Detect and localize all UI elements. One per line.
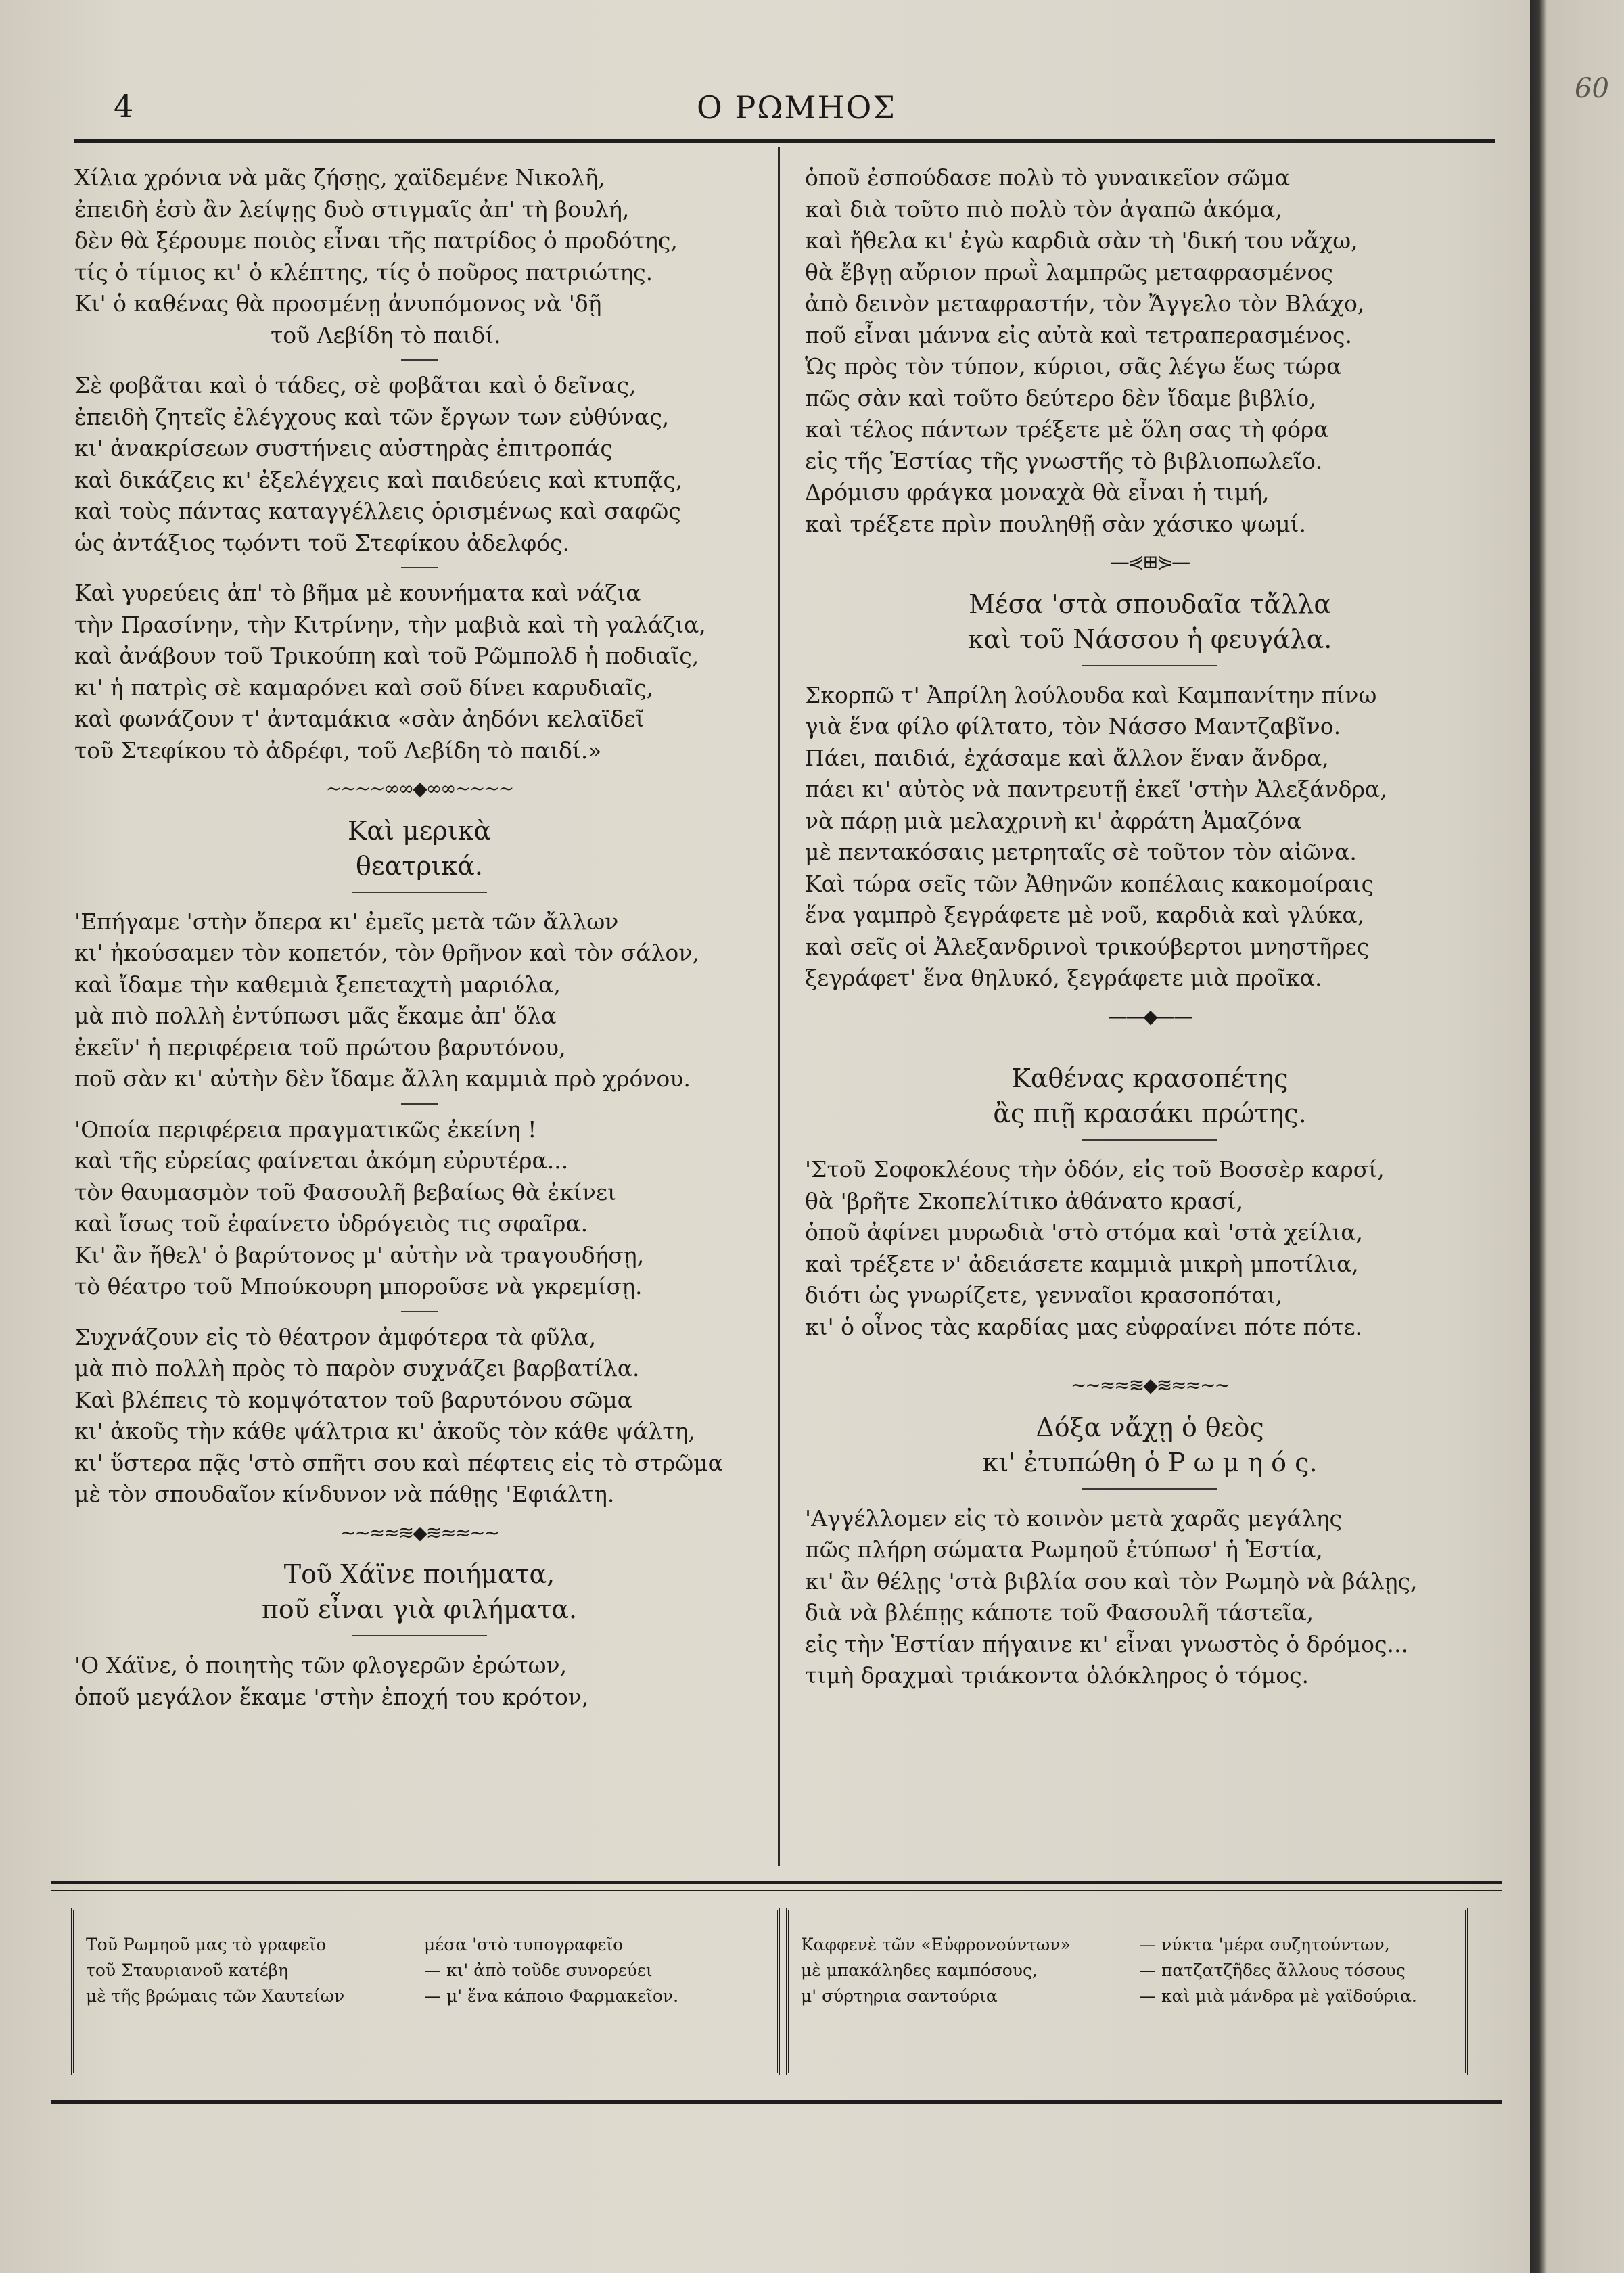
verse-line: διότι ὡς γνωρίζετε, γενναῖοι κρασοπόται, <box>805 1282 1283 1308</box>
verse-line: εἰς τῆς Ἑστίας τῆς γνωστῆς τὸ βιβλιοπωλεῖο. <box>805 447 1323 474</box>
verse-line: μὲ τὸν σπουδαῖον κίνδυνον νὰ πάθῃς 'Εφιάλτη. <box>74 1481 615 1507</box>
verse-line: κι' ἂν θέλῃς 'στὰ βιβλία σου καὶ τὸν Ρωμηὸ νὰ βάλῃς, <box>805 1567 1418 1594</box>
poem-stanza <box>74 162 764 351</box>
verse-line: εἰς τὴν Ἑστίαν πήγαινε κι' εἶναι γνωστὸς ὁ δρόμος... <box>805 1630 1408 1657</box>
footer-text: μ' σύρτηρια σαντούρια <box>801 1986 998 2006</box>
verse-line: θὰ ἔβγῃ αὔριον πρωῒ λαμπρῶς μεταφρασμένος <box>805 258 1333 285</box>
verse-line: Καὶ βλέπεις τὸ κομψότατον τοῦ βαρυτόνου σῶμα <box>74 1386 632 1413</box>
footer-notice-right <box>786 1908 1468 2075</box>
verse-line: κι' ὕστερα πᾷς 'στὸ σπῆτι σου καὶ πέφτεις εἰς τὸ στρῶμα <box>74 1449 723 1476</box>
poem-stanza <box>74 1114 764 1303</box>
verse-line: Δρόμισυ φράγκα μοναχὰ θὰ εἶναι ἡ τιμή, <box>805 479 1270 505</box>
poem-stanza <box>74 578 764 766</box>
verse-line: μὲ πεντακόσαις μετρηταῖς σὲ τοῦτον τὸν αἰῶνα. <box>805 839 1357 865</box>
verse-line: κι' ἀκοῦς τὴν κάθε ψάλτρια κι' ἀκοῦς τὸν κάθε ψάλτη, <box>74 1418 695 1444</box>
verse-line: Σκορπῶ τ' Ἀπρίλη λούλουδα καὶ Καμπανίτην πίνω <box>805 681 1377 708</box>
stanza-separator <box>401 567 438 568</box>
footer-line <box>801 1958 1417 1983</box>
poem-stanza <box>805 680 1495 994</box>
verse-line: καὶ σεῖς οἱ Ἀλεξανδρινοὶ τρικούβερτοι μνηστῆρες <box>805 933 1370 960</box>
heading-rule <box>352 1635 487 1636</box>
ornament-divider: ~~≈≈≋◆≋≈≈~~ <box>1070 1374 1230 1396</box>
column-divider <box>778 147 780 1866</box>
verse-line: 'Επήγαμε 'στὴν ὄπερα κι' ἐμεῖς μετὰ τῶν ἄλλων <box>74 908 619 935</box>
footer-line <box>86 1983 678 2009</box>
poem-stanza <box>74 1322 764 1511</box>
footer-rule <box>51 1881 1502 1884</box>
verse-line: ἕνα γαμπρὸ ξεγράφετε μὲ νοῦ, καρδιὰ καὶ γλύκα, <box>805 902 1365 928</box>
verse-line: ὁποῦ ἀφίνει μυρωδιὰ 'στὸ στόμα καὶ 'στὰ χείλια, <box>805 1219 1363 1245</box>
verse-line: καὶ ἀνάβουν τοῦ Τρικούπη καὶ τοῦ Ρῶμπολδ ἡ ποδιαῖς, <box>74 643 699 669</box>
verse-line: κι' ἡ πατρὶς σὲ καμαρόνει καὶ σοῦ δίνει καρυδιαῖς, <box>74 674 654 701</box>
stanza-separator <box>401 1103 438 1105</box>
verse-line: καὶ τῆς εὐρείας φαίνεται ἀκόμη εὐρυτέρα... <box>74 1147 569 1174</box>
footer-text: Καφφενὲ τῶν «Εὐφρονούντων» <box>801 1935 1071 1954</box>
footer-line <box>801 1983 1417 2009</box>
verse-line: 'Ο Χάϊνε, ὁ ποιητὴς τῶν φλογερῶν ἐρώτων, <box>74 1652 567 1678</box>
ornament-divider: —⋞⊞⋟— <box>1110 551 1190 573</box>
verse-line: μὰ πιὸ πολλὴ πρὸς τὸ παρὸν συχνάζει βαρβατίλα. <box>74 1355 640 1381</box>
verse-line: 'Οποία περιφέρεια πραγματικῶς ἐκείνη ! <box>74 1116 537 1143</box>
ornament-divider: ——◆—— <box>1108 1005 1192 1028</box>
verse-line: καὶ διὰ τοῦτο πιὸ πολὺ τὸν ἀγαπῶ ἀκόμα, <box>805 196 1282 223</box>
footer-line <box>86 1932 678 1958</box>
ornament-divider: ~~≈≈≋◆≋≈≈~~ <box>340 1521 499 1544</box>
section-heading: θεατρικά. <box>356 850 483 881</box>
heading-rule <box>352 892 487 893</box>
verse-line: Πάει, παιδιά, ἐχάσαμε καὶ ἄλλον ἕναν ἄνδρα, <box>805 744 1329 771</box>
ornament-divider: ~~~~∞∞◆∞∞~~~~ <box>325 777 513 800</box>
verse-line: μὰ πιὸ πολλὴ ἐντύπωσι μᾶς ἔκαμε ἀπ' ὅλα <box>74 1003 557 1029</box>
verse-line: ἀπὸ δεινὸν μεταφραστήν, τὸν Ἄγγελο τὸν Βλάχο, <box>805 290 1365 317</box>
section-heading: κι' ἐτυπώθη ὁ Ρ ω μ η ό ς. <box>982 1447 1318 1477</box>
footer-text: μὲ μπακάληδες καμπόσους, <box>801 1960 1038 1980</box>
left-column <box>74 162 764 1713</box>
verse-line: Κι' ἂν ἤθελ' ὁ βαρύτονος μ' αὐτὴν νὰ τραγουδήσῃ, <box>74 1241 645 1268</box>
verse-line: διὰ νὰ βλέπῃς κάποτε τοῦ Φασουλῆ τάστεῖα, <box>805 1599 1314 1626</box>
stanza-separator <box>401 1311 438 1312</box>
verse-line: ὁποῦ μεγάλον ἔκαμε 'στὴν ἐποχή του κρότον, <box>74 1683 589 1710</box>
verse-line: τὴν Πρασίνην, τὴν Κιτρίνην, τὴν μαβιὰ καὶ τὴ γαλάζια, <box>74 611 706 638</box>
footer-rule <box>51 1890 1502 1891</box>
section-heading: καὶ τοῦ Νάσσου ἡ φευγάλα. <box>967 624 1332 654</box>
section-heading: Καὶ μερικὰ <box>347 815 492 846</box>
header-rule <box>74 139 1495 143</box>
verse-line: δὲν θὰ ξέρουμε ποιὸς εἶναι τῆς πατρίδος ὁ προδότης, <box>74 227 678 254</box>
verse-line: πάει κι' αὐτὸς νὰ παντρευτῇ ἐκεῖ 'στὴν Ἀλεξάνδρα, <box>805 776 1387 802</box>
poem-stanza <box>805 1503 1495 1692</box>
verse-line: Χίλια χρόνια νὰ μᾶς ζήσῃς, χαϊδεμένε Νικολῆ, <box>74 164 605 191</box>
page-number: 4 <box>114 88 134 124</box>
heading-rule <box>1082 665 1217 666</box>
verse-line: καὶ τέλος πάντων τρέξετε μὲ ὅλη σας τὴ φόρα <box>805 416 1329 442</box>
verse-line: καὶ φωνάζουν τ' ἀνταμάκια «σὰν ἀηδόνι κελαϊδεῖ <box>74 706 645 732</box>
spacer <box>805 1343 1495 1363</box>
footer-text: μέσα 'στὸ τυπογραφεῖο <box>424 1935 624 1954</box>
heading-rule <box>1082 1139 1217 1141</box>
spacer <box>805 1040 1495 1061</box>
footer-text: — νύκτα 'μέρα συζητούντων, <box>1139 1935 1390 1954</box>
verse-line: πῶς σὰν καὶ τοῦτο δεύτερο δὲν ἴδαμε βιβλίο, <box>805 384 1316 411</box>
verse-line: Κι' ὁ καθένας θὰ προσμένῃ ἀνυπόμονος νὰ 'δῇ <box>74 290 602 317</box>
verse-line: καὶ δικάζεις κι' ἐξελέγχεις καὶ παιδεύεις καὶ κτυπᾷς, <box>74 466 683 493</box>
verse-line: Καὶ τώρα σεῖς τῶν Ἀθηνῶν κοπέλαις κακομοίραις <box>805 870 1374 897</box>
footer-text: — καὶ μιὰ μάνδρα μὲ γαϊδούρια. <box>1139 1986 1417 2006</box>
verse-line: ποῦ σὰν κι' αὐτὴν δὲν ἴδαμε ἄλλη καμμιὰ πρὸ χρόνου. <box>74 1065 691 1092</box>
verse-line: ἐκεῖν' ἡ περιφέρεια τοῦ πρώτου βαρυτόνου, <box>74 1034 566 1061</box>
verse-line: γιὰ ἕνα φίλο φίλτατο, τὸν Νάσσο Μαντζαβῖνο. <box>805 713 1341 739</box>
footer-notice-left <box>71 1908 780 2075</box>
footer-text: μὲ τῆς βρώμαις τῶν Χαυτείων <box>86 1986 345 2006</box>
footer-rule <box>51 2100 1502 2104</box>
verse-line: τοῦ Λεβίδη τὸ παιδί. <box>271 321 501 348</box>
heading-rule <box>1082 1488 1217 1490</box>
footer-text: τοῦ Σταυριανοῦ κατέβη <box>86 1960 289 1980</box>
footer-line <box>86 1958 678 1983</box>
verse-line: ἐπειδὴ ἐσὺ ἂν λείψῃς δυὸ στιγμαῖς ἀπ' τὴ βουλή, <box>74 196 630 223</box>
verse-line: τὸ θέατρο τοῦ Μπούκουρη μποροῦσε νὰ γκρεμίσῃ. <box>74 1273 643 1300</box>
verse-line: κι' ὁ οἶνος τὰς καρδίας μας εὐφραίνει πότε πότε. <box>805 1313 1363 1340</box>
verse-line: πῶς πλήρη σώματα Ρωμηοῦ ἐτύπωσ' ἡ Ἑστία, <box>805 1536 1323 1563</box>
verse-line: ὁποῦ ἐσπούδασε πολὺ τὸ γυναικεῖον σῶμα <box>805 164 1291 191</box>
section-heading: Δόξα νἄχῃ ὁ θεὸς <box>1036 1412 1264 1442</box>
verse-line: 'Στοῦ Σοφοκλέους τὴν ὁδόν, εἰς τοῦ Βοσσὲρ καρσί, <box>805 1156 1385 1183</box>
verse-line: τοῦ Στεφίκου τὸ ἀδρέφι, τοῦ Λεβίδη τὸ παιδί.» <box>74 737 602 764</box>
verse-line: κι' ἀνακρίσεων συστήνεις αὐστηρὰς ἐπιτροπάς <box>74 435 613 461</box>
verse-line: Καὶ γυρεύεις ἀπ' τὸ βῆμα μὲ κουνήματα καὶ νάζια <box>74 580 641 606</box>
verse-line: καὶ ἤθελα κι' ἐγὼ καρδιὰ σὰν τὴ 'δική του νἄχω, <box>805 227 1358 254</box>
verse-line: θὰ 'βρῆτε Σκοπελίτικο ἀθάνατο κρασί, <box>805 1187 1244 1214</box>
section-heading: ποῦ εἶναι γιὰ φιλήματα. <box>261 1594 578 1624</box>
footer-text: — πατζατζῆδες ἄλλους τόσους <box>1139 1960 1406 1980</box>
verse-line: Ὡς πρὸς τὸν τύπον, κύριοι, σᾶς λέγω ἕως τώρα <box>805 353 1342 380</box>
verse-line: ξεγράφετ' ἕνα θηλυκό, ξεγράφετε μιὰ προῖκα. <box>805 965 1322 991</box>
verse-line: καὶ τρέξετε ν' ἀδειάσετε καμμιὰ μικρὴ μποτίλια, <box>805 1250 1359 1277</box>
verse-line: καὶ ἴδαμε τὴν καθεμιὰ ξεπεταχτὴ μαριόλα, <box>74 971 561 998</box>
footer-line <box>801 1932 1417 1958</box>
poem-stanza <box>74 906 764 1095</box>
masthead-title: Ο ΡΩΜΗΟΣ <box>697 89 896 126</box>
section-heading: Καθένας κρασοπέτης <box>1011 1063 1289 1093</box>
verse-line: τιμὴ δραχμαὶ τριάκοντα ὁλόκληρος ὁ τόμος. <box>805 1662 1309 1689</box>
poem-stanza <box>74 1650 764 1713</box>
verse-line: κι' ἠκούσαμεν τὸν κοπετόν, τὸν θρῆνον καὶ τὸν σάλον, <box>74 940 699 966</box>
verse-line: καὶ τοὺς πάντας καταγγέλλεις ὁρισμένως καὶ σαφῶς <box>74 498 681 524</box>
stanza-separator <box>401 359 438 361</box>
poem-stanza <box>805 1154 1495 1343</box>
section-heading: Μέσα 'στὰ σπουδαῖα τἄλλα <box>968 589 1331 619</box>
page-gutter-edge <box>1530 0 1624 2273</box>
verse-line: καὶ ἴσως τοῦ ἐφαίνετο ὑδρόγειὸς τις σφαῖρα. <box>74 1210 588 1237</box>
verse-line: Σὲ φοβᾶται καὶ ὁ τάδες, σὲ φοβᾶται καὶ ὁ δεῖνας, <box>74 372 636 398</box>
footer-text: Τοῦ Ρωμηοῦ μας τὸ γραφεῖο <box>86 1935 327 1954</box>
right-column <box>805 162 1495 1692</box>
verse-line: ποῦ εἶναι μάννα εἰς αὐτὰ καὶ τετραπερασμένος. <box>805 321 1352 348</box>
verse-line: καὶ τρέξετε πρὶν πουληθῇ σὰν χάσικο ψωμί. <box>805 510 1306 537</box>
verse-line: ὡς ἀντάξιος τῳόντι τοῦ Στεφίκου ἀδελφός. <box>74 529 570 556</box>
edge-handwritten-note: 60 <box>1575 73 1609 104</box>
poem-stanza <box>805 162 1495 540</box>
section-heading: Τοῦ Χάϊνε ποιήματα, <box>283 1559 555 1589</box>
verse-line: τὸν θαυμασμὸν τοῦ Φασουλῆ βεβαίως θὰ ἐκίνει <box>74 1178 617 1206</box>
verse-line: ἐπειδὴ ζητεῖς ἐλέγχους καὶ τῶν ἔργων των εὐθύνας, <box>74 403 670 430</box>
verse-line: Συχνάζουν εἰς τὸ θέατρον ἀμφότερα τὰ φῦλα, <box>74 1323 597 1350</box>
footer-text: — μ' ἕνα κάποιο Φαρμακεῖον. <box>424 1986 679 2006</box>
verse-line: 'Αγγέλλομεν εἰς τὸ κοινὸν μετὰ χαρᾶς μεγάλης <box>805 1505 1342 1532</box>
section-heading: ἂς πιῇ κρασάκι πρώτης. <box>993 1099 1307 1128</box>
verse-line: νὰ πάρῃ μιὰ μελαχρινὴ κι' ἀφράτη Ἀμαζόνα <box>805 807 1302 834</box>
poem-stanza <box>74 370 764 559</box>
footer-text: — κι' ἀπὸ τοῦδε συνορεύει <box>424 1960 653 1980</box>
verse-line: τίς ὁ τίμιος κι' ὁ κλέπτης, τίς ὁ ποῦρος πατριώτης. <box>74 258 653 285</box>
